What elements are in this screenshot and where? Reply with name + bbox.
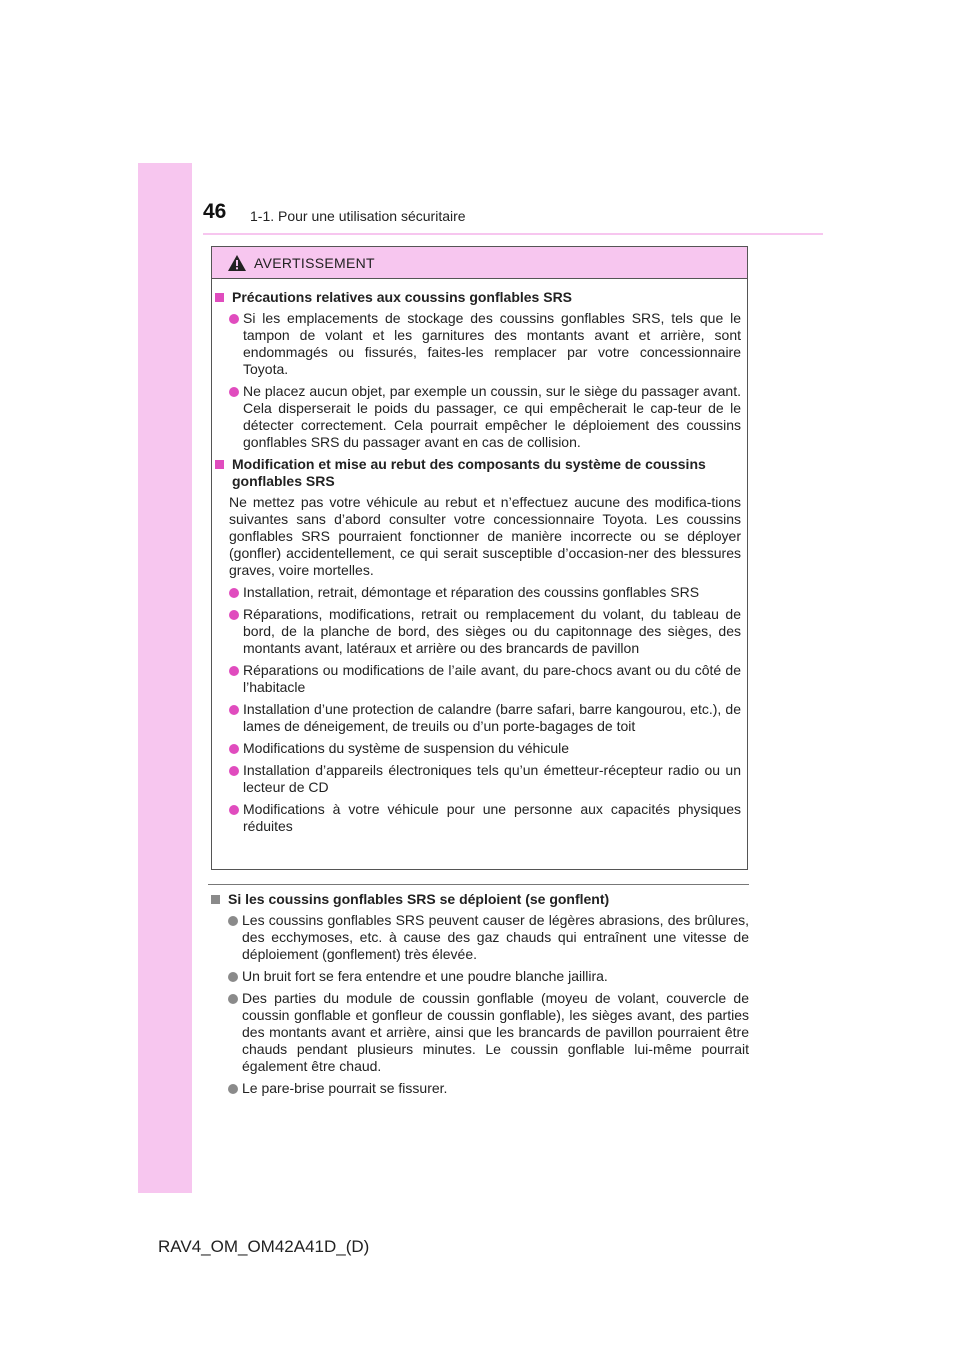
list-item [229,762,741,796]
warning-section-heading [215,289,741,306]
bullet-dot-icon [229,744,239,754]
page-number: 46 [203,200,227,223]
list-item [229,801,741,835]
section-heading [211,891,749,908]
list-item [229,310,741,378]
list-item-text: Modifications du système de suspension du véhicule [243,740,570,756]
section-title: 1-1. Pour une utilisation sécuritaire [250,208,466,224]
header-rule [203,233,823,235]
bullet-dot-icon [229,610,239,620]
bullet-dot-icon [229,666,239,676]
bullet-dot-icon [229,805,239,815]
bullet-dot-icon [229,766,239,776]
bullet-dot-icon [229,387,239,397]
list-item [229,584,741,601]
bullet-dot-icon [228,916,238,926]
list-item [228,912,749,963]
heading-text: Précautions relatives aux coussins gonflables SRS [232,289,573,305]
list-item [229,383,741,451]
list-item [228,990,749,1075]
list-item-text: Installation d’une protection de calandre (barre safari, barre kangourou, etc.), de lames de déneigement, de treuils ou d’un porte-bagages de toit [243,701,741,734]
warning-section-heading [215,456,741,490]
list-item-text: Modifications à votre véhicule pour une personne aux capacités physiques réduites [243,801,741,834]
bullet-dot-icon [228,972,238,982]
list-item-text: Les coussins gonflables SRS peuvent causer de légères abrasions, des brûlures, des ecchymoses, etc. à cause des gaz chauds qui entraînent une vitesse de déploiement (gonflement) très élevée. [242,912,749,962]
warning-header [212,247,747,279]
list-item-text: Réparations, modifications, retrait ou remplacement du volant, du tableau de bord, de la planche de bord, des sièges ou du capitonnage des sièges, des montants avant, latéraux et arrière ou des brancards de pavillon [243,606,741,656]
list-item-text: Installation d’appareils électroniques tels qu’un émetteur-récepteur radio ou un lecteur de CD [243,762,741,795]
bullet-dot-icon [228,994,238,1004]
section-divider [208,884,749,885]
warning-paragraph: Ne mettez pas votre véhicule au rebut et n’effectuez aucune des modifica-tions suivantes sans d’abord consulter votre concessionnaire Toyota. Les coussins gonflables SRS pourraient fonctionner de manière incorrecte ou se déployer (gonfler) accidentellement, ce qui serait susceptible d’occasion-ner des blessures graves, voire mortelles. [229,494,741,578]
list-item [229,740,741,757]
list-item-text: Des parties du module de coussin gonflable (moyeu de volant, couvercle de coussin gonflable et gonfleur de coussin gonflable), les sièges avant, des parties des montants avant et arrière, ainsi que les brancards de pavillon pourraient être chauds pendant plusieurs minutes. Le coussin gonflable lui-même pourrait également être chaud. [242,990,749,1074]
document-code: RAV4_OM_OM42A41D_(D) [158,1237,370,1256]
square-bullet-icon [211,895,220,904]
list-item-text: Ne placez aucun objet, par exemple un coussin, sur le siège du passager avant. Cela disperserait le poids du passager, ce qui empêcherait le cap-teur de le détecter correctement. Cela pourrait empêcher le déploiement des coussins gonflables SRS du passager avant en cas de collision. [243,383,741,450]
warning-body [212,279,747,835]
bullet-dot-icon [229,314,239,324]
square-bullet-icon [215,293,224,302]
bullet-dot-icon [229,705,239,715]
bullet-dot-icon [228,1084,238,1094]
list-item [229,606,741,657]
square-bullet-icon [215,460,224,469]
warning-title: AVERTISSEMENT [254,255,375,271]
list-item [229,662,741,696]
list-item-text: Réparations ou modifications de l’aile avant, du pare-chocs avant ou du côté de l’habitacle [243,662,741,695]
list-item [228,1080,749,1097]
heading-text: Si les coussins gonflables SRS se déploient (se gonflent) [228,891,610,907]
list-item-text: Un bruit fort se fera entendre et une poudre blanche jaillira. [242,968,608,984]
list-item [229,701,741,735]
list-item-text: Installation, retrait, démontage et réparation des coussins gonflables SRS [243,584,700,600]
deployment-section [211,891,749,1102]
list-item-text: Si les emplacements de stockage des coussins gonflables SRS, tels que le tampon de volant et les garnitures des montants avant et arrière, sont endommagés ou fissurés, faites-les remplacer par votre concessionnaire Toyota. [243,310,741,377]
bullet-dot-icon [229,588,239,598]
heading-text: Modification et mise au rebut des composants du système de coussins gonflables SRS [232,456,706,489]
list-item [228,968,749,985]
list-item-text: Le pare-brise pourrait se fissurer. [242,1080,448,1096]
side-tab-strip [138,163,192,1193]
warning-triangle-icon [228,255,246,271]
warning-box [211,246,748,870]
